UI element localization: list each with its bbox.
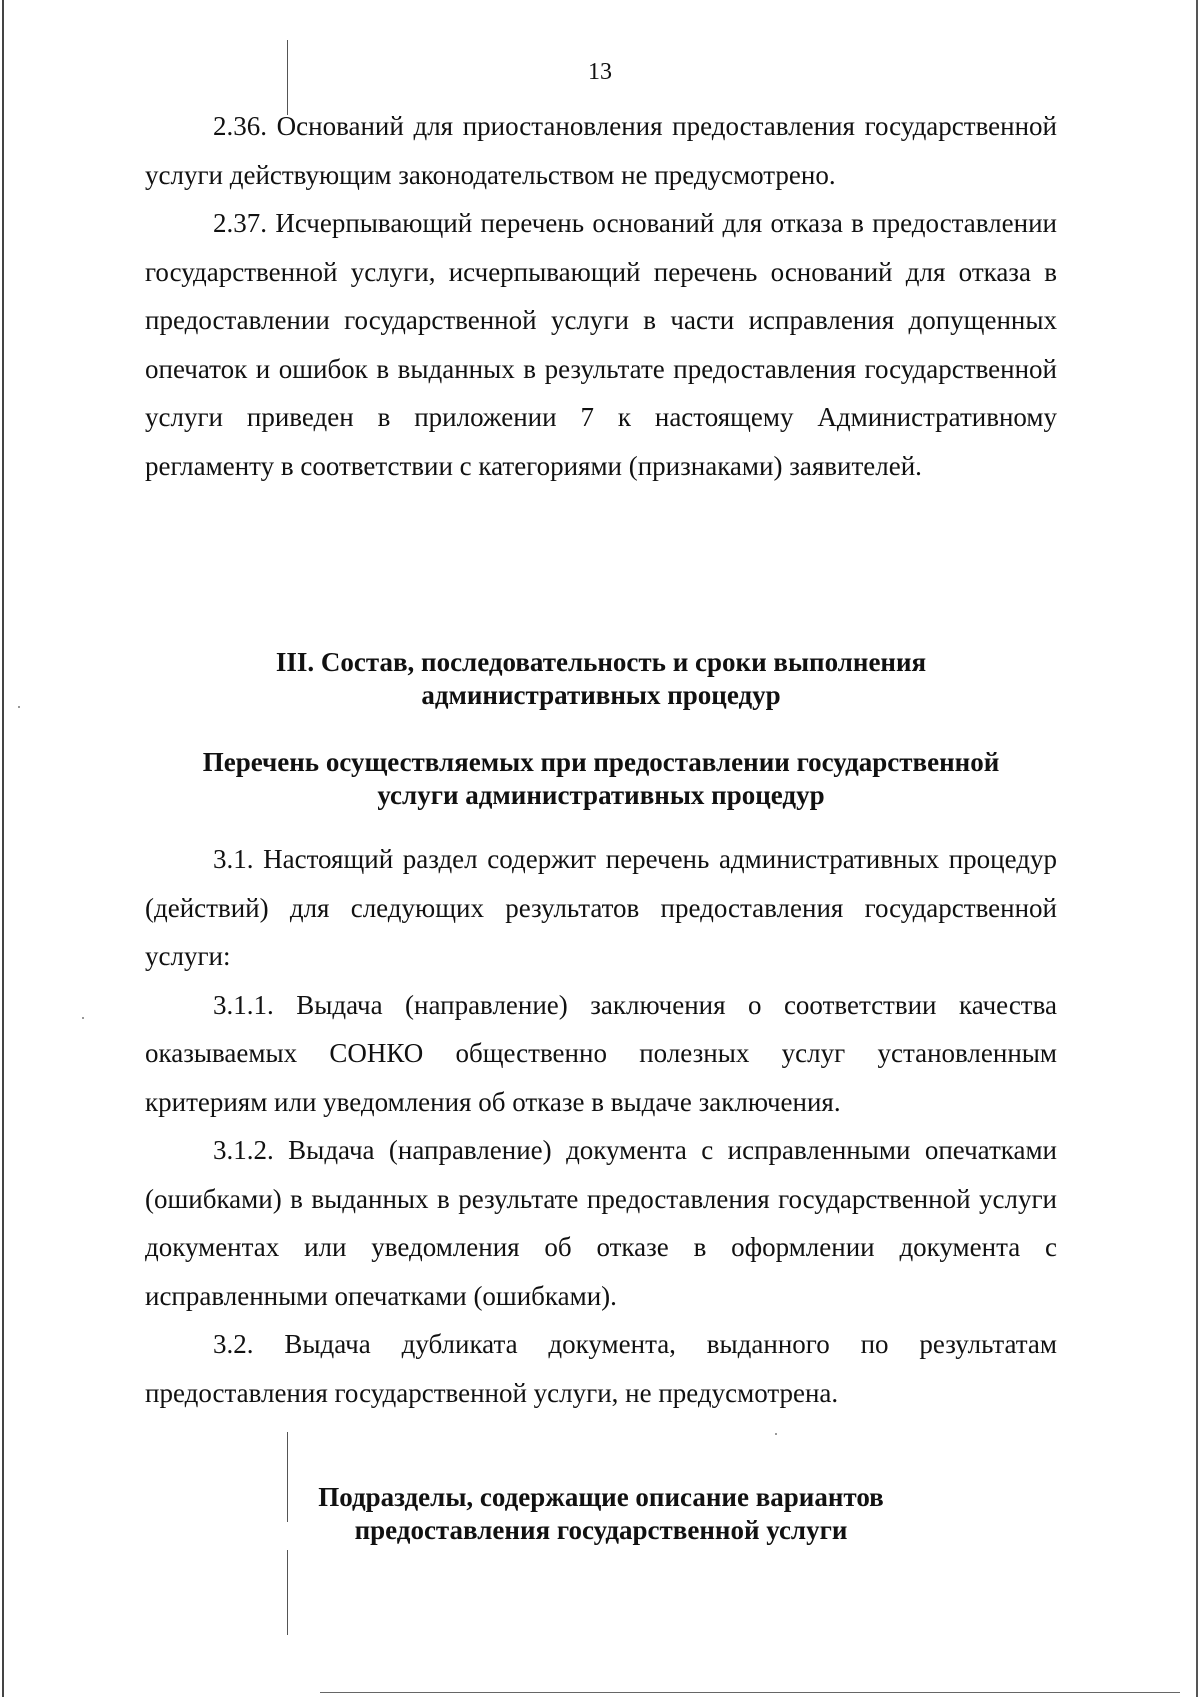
- paragraph-3-1: 3.1. Настоящий раздел содержит перечень административных процедур (действий) для следующих результатов предоставления государственной услуги:: [145, 844, 1057, 971]
- scan-speck: [18, 706, 20, 708]
- variants-heading-line: предоставления государственной услуги: [354, 1515, 848, 1545]
- section-heading-line: административных процедур: [421, 680, 781, 710]
- paragraph-2-37: 2.37. Исчерпывающий перечень оснований для отказа в предоставлении государственной услуги, исчерпывающий перечень оснований для отказа в предоставлении государственной услуги в части исправления допущенных опечаток и ошибок в выданных в результате предоставления государственной услуги приведен в приложении 7 к настоящему Административному регламенту в соответствии с категориями (признаками) заявителей.: [145, 208, 1057, 481]
- fold-mark: [287, 1550, 288, 1635]
- paragraph-3-1-1: 3.1.1. Выдача (направление) заключения о соответствии качества оказываемых СОНКО общественно полезных услуг установленным критериям или уведомления об отказе в выдаче заключения.: [145, 989, 1057, 1117]
- paragraph-2-36: 2.36. Оснований для приостановления предоставления государственной услуги действующим законодательством не предусмотрено.: [145, 111, 1057, 190]
- paragraph-3-2: 3.2. Выдача дубликата документа, выданного по результатам предоставления государственной услуги, не предусмотрена.: [145, 1329, 1057, 1408]
- page-number: 13: [588, 59, 612, 85]
- variants-heading: [145, 1481, 1057, 1547]
- paragraphs-section3: [145, 835, 1057, 1417]
- paragraphs-top: [145, 102, 1057, 490]
- section-heading-line: III. Состав, последовательность и сроки выполнения: [275, 647, 927, 677]
- scan-speck: [82, 1017, 84, 1019]
- scan-edge-left: [2, 0, 4, 1697]
- subsection-heading-line: услуги административных процедур: [377, 780, 825, 810]
- variants-heading-line: Подразделы, содержащие описание вариантов: [318, 1482, 884, 1512]
- subsection-heading: [145, 746, 1057, 812]
- scan-bottom-line: [320, 1692, 1180, 1693]
- scan-speck: [775, 1433, 777, 1435]
- scan-edge-right: [1196, 0, 1198, 1697]
- section-heading: [145, 646, 1057, 712]
- paragraph-3-1-2: 3.1.2. Выдача (направление) документа с исправленными опечатками (ошибками) в выданных в результате предоставления государственной услуги документах или уведомления об отказе в оформлении документа с исправленными опечатками (ошибками).: [145, 1135, 1057, 1311]
- subsection-heading-line: Перечень осуществляемых при предоставлении государственной: [202, 747, 1000, 777]
